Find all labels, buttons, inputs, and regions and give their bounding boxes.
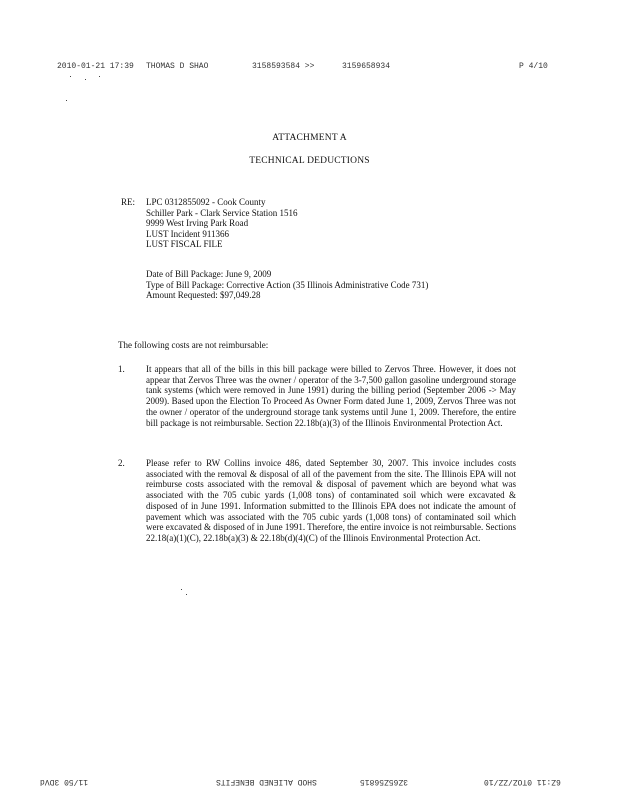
re-line: LUST FISCAL FILE: [146, 239, 223, 249]
re-line: LUST Incident 911366: [146, 228, 229, 239]
scan-speck: [66, 100, 67, 101]
re-label: RE:: [121, 197, 136, 207]
bill-amount: Amount Requested: $97,049.28: [146, 290, 261, 300]
scan-speck: [70, 76, 71, 77]
bill-package-info: [146, 269, 428, 301]
fax-footer-left: 11/50 3DVd: [40, 777, 89, 786]
fax-footer-center: SHOD ALIENED BENEFITS: [216, 777, 317, 786]
fax-datetime: 2010-01-21 17:39: [57, 62, 134, 71]
fax-number-to: 3159658934: [342, 62, 391, 71]
bill-date: Date of Bill Package: June 9, 2009: [146, 269, 272, 279]
item-text: It appears that all of the bills in this bill package were billed to Zervos Three. However, it does not appear that Zervos Three was the owner / operator of the 3-7,500 gallon gasoline underground storage tank systems (which were removed in June 1991) during the billing period (September 2006 -> May 2009). Based upon the Election To Proceed As Owner Form dated June 1, 2009, Zervos Three was not the owner / operator of the underground storage tank systems until June 1, 2009. Therefore, the entire bill package is not reimbursable. Section 22.18b(a)(3) of the Illinois Environmental Protection Act.: [146, 364, 516, 428]
scan-speck: [181, 589, 182, 590]
item-number: 1.: [118, 364, 125, 374]
fax-page: P 4/10: [519, 62, 548, 71]
fax-number-from: 3158593584 >>: [252, 62, 315, 71]
fax-footer-right: 6Z:11 0TOZ/ZZ/10: [484, 777, 561, 786]
bill-type: Type of Bill Package: Corrective Action (35 Illinois Administrative Code 731): [146, 279, 429, 290]
re-line: Schiller Park - Clark Service Station 1516: [146, 207, 298, 218]
item-number: 2.: [118, 458, 125, 468]
re-block: [146, 197, 297, 250]
document-subtitle: TECHNICAL DEDUCTIONS: [249, 156, 370, 166]
document-title: ATTACHMENT A: [272, 133, 347, 143]
re-line: LPC 0312855092 - Cook County: [146, 197, 266, 207]
item-text: Please refer to RW Collins invoice 486, dated September 30, 2007. This invoice includes costs associated with the removal & disposal of all of the pavement from the site. The Illinois EPA will not reimburse costs associated with the removal & disposal of pavement which are beyond what was associated with the 705 cubic yards (1,008 tons) of contaminated soil which were excavated & disposed of in June 1991. Information submitted to the Illinois EPA does not indicate the amount of pavement which was associated with the 705 cubic yards (1,008 tons) of contaminated soil which were excavated & disposed of in June 1991. Therefore, the entire invoice is not reimbursable. Sections 22.18(a)(1)(C), 22.18b(a)(3) & 22.18b(d)(4)(C) of the Illinois Environmental Protection Act.: [146, 458, 516, 543]
scan-speck: [85, 79, 86, 80]
scan-speck: [99, 76, 100, 77]
fax-sender: THOMAS D SHAO: [146, 62, 209, 71]
fax-footer-center-right: 3Z65Z56815: [360, 777, 409, 786]
deductions-intro: The following costs are not reimbursable:: [118, 340, 269, 350]
scan-speck: [186, 594, 187, 595]
re-line: 9999 West Irving Park Road: [146, 218, 249, 228]
